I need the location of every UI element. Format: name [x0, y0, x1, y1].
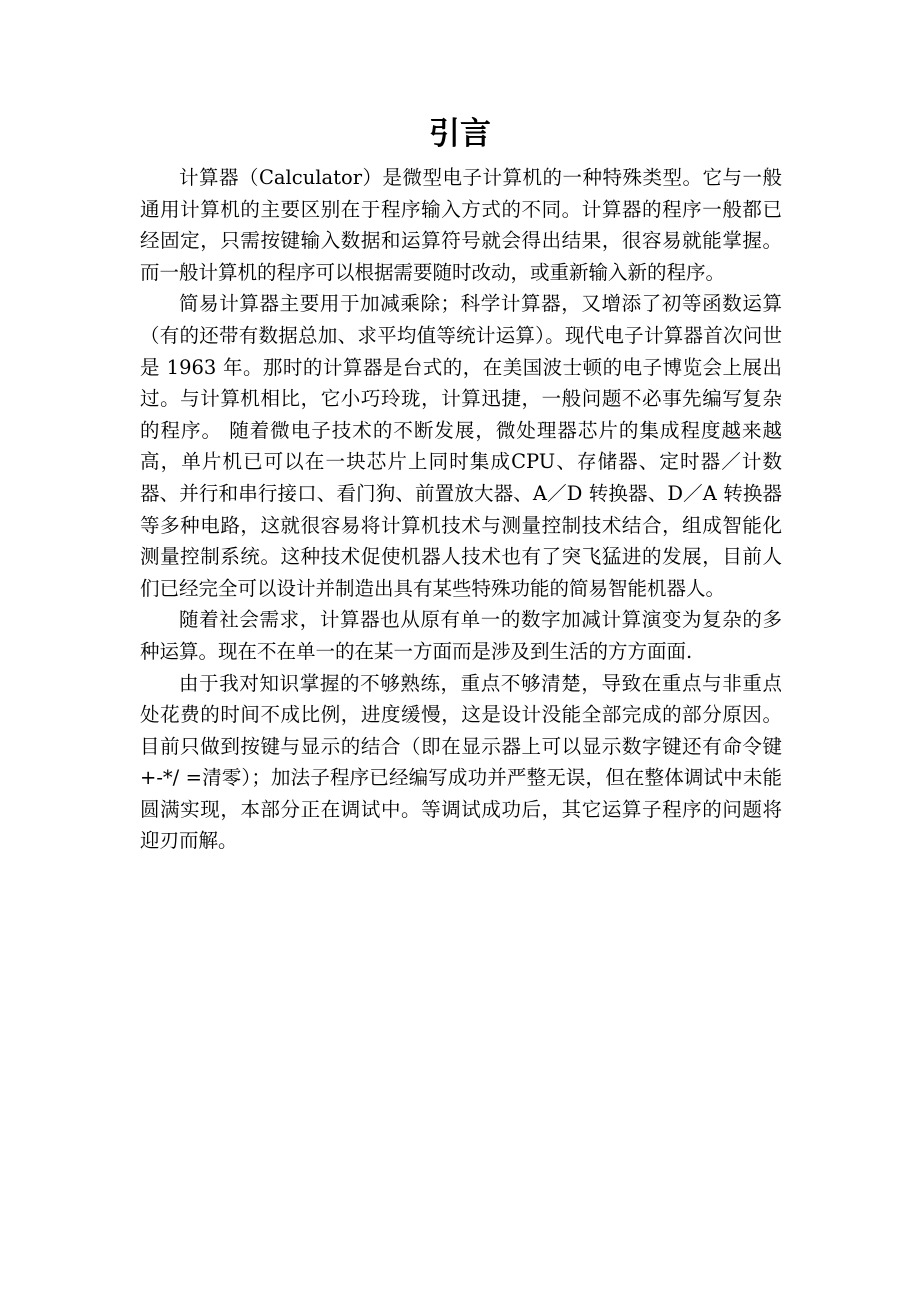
- paragraph-intro: 计算器（Calculator）是微型电子计算机的一种特殊类型。它与一般通用计算机的主要区别在于程序输入方式的不同。计算器的程序一般都已经固定，只需按键输入数据和运算符号就会得出结果，很容易就能掌握。而一般计算机的程序可以根据需要随时改动，或重新输入新的程序。: [140, 166, 782, 284]
- document-body: [140, 162, 782, 857]
- page-title: 引言: [429, 116, 491, 152]
- paragraph-history: 简易计算器主要用于加减乘除；科学计算器，又增添了初等函数运算（有的还带有数据总加、求平均值等统计运算）。现代电子计算器首次问世是 1963 年。那时的计算器是台式的，在美国波士顿的电子博览会上展出过。与计算机相比，它小巧玲珑，计算迅捷，一般问题不必事先编写复杂的程序。 随着微电子技术的不断发展，微处理器芯片的集成程度越来越高，单片机已可以在一块芯片上同时集成CPU、存储器、定时器／计数器、并行和串行接口、看门狗、前置放大器、A／D 转换器、D／A 转换器等多种电路，这就很容易将计算机技术与测量控制技术结合，组成智能化测量控制系统。这种技术促使机器人技术也有了突飞猛进的发展，目前人们已经完全可以设计并制造出具有某些特殊功能的简易智能机器人。: [140, 292, 782, 600]
- paragraph-demand: 随着社会需求，计算器也从原有单一的数字加减计算演变为复杂的多种运算。现在不在单一的在某一方面而是涉及到生活的方方面面.: [140, 608, 782, 663]
- paragraph-progress: 由于我对知识掌握的不够熟练，重点不够清楚，导致在重点与非重点处花费的时间不成比例，进度缓慢，这是设计没能全部完成的部分原因。目前只做到按键与显示的结合（即在显示器上可以显示数字键还有命令键+-*/ =清零）；加法子程序已经编写成功并严整无误，但在整体调试中未能圆满实现，本部分正在调试中。等调试成功后，其它运算子程序的问题将迎刃而解。: [140, 671, 782, 853]
